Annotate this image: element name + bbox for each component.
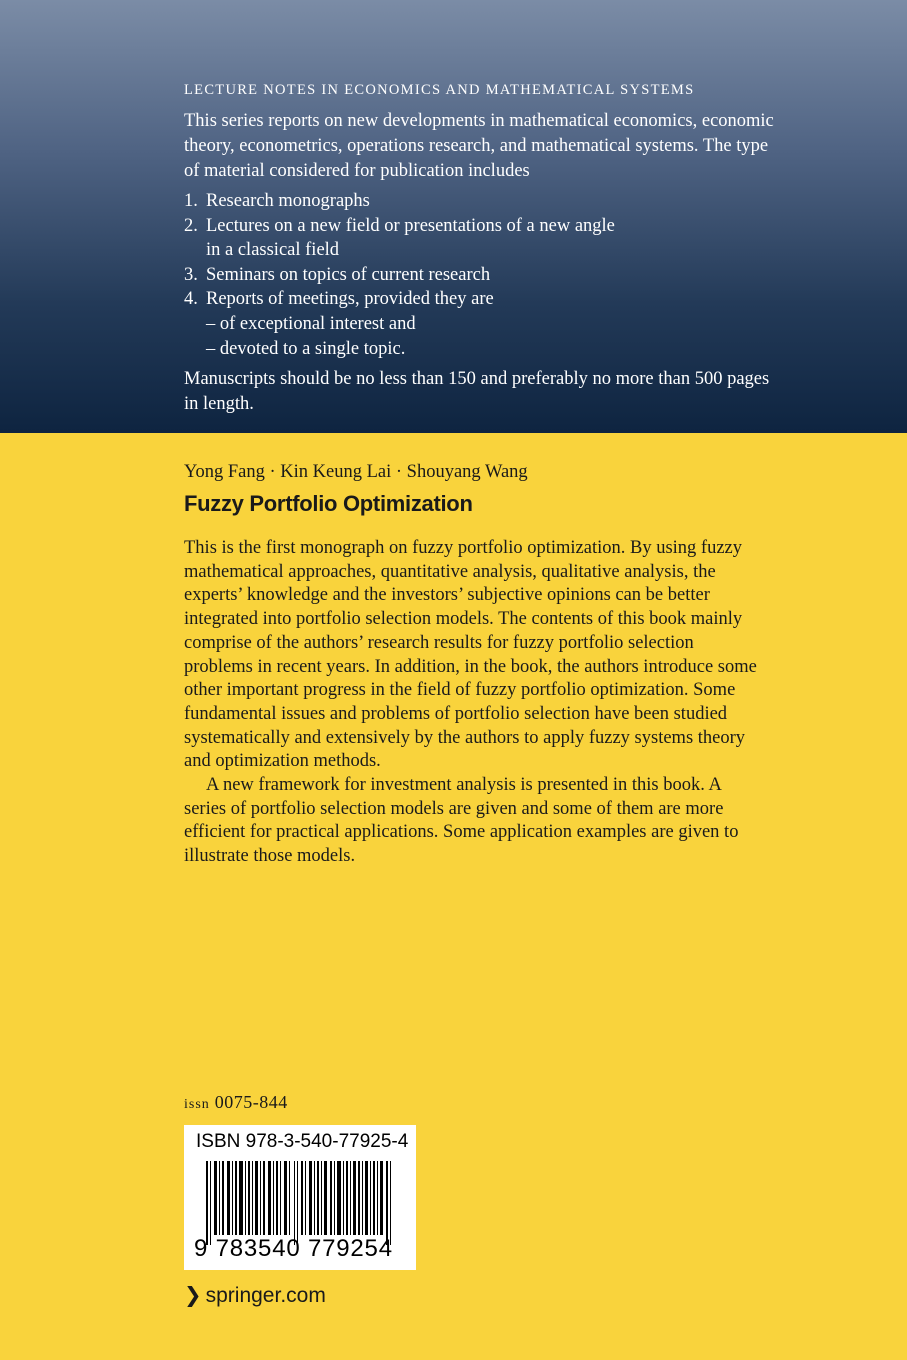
issn-number: 0075-844 — [214, 1092, 288, 1112]
book-abstract — [184, 537, 764, 869]
manuscript-note: Manuscripts should be no less than 150 and preferably no more than 500 pages in length. — [184, 369, 770, 414]
barcode — [184, 1125, 416, 1270]
issn-label: issn — [184, 1097, 210, 1112]
book-title: Fuzzy Portfolio Optimization — [184, 491, 473, 516]
issn — [184, 1092, 288, 1113]
barcode-digits: 9 783540 779254 — [194, 1235, 393, 1262]
publisher-url[interactable]: springer.com — [205, 1284, 326, 1307]
abstract-paragraph-1: This is the first monograph on fuzzy portfolio optimization. By using fuzzy mathematical approaches, quantitative analysis, qualitative analysis, the experts’ knowledge and the investors’ subjective opinions can be better integrated into portfolio selection models. The contents of this book mainly comprise of the authors’ research results for fuzzy portfolio selection problems in recent years. In addition, in the book, the authors introduce some other important progress in the field of fuzzy portfolio optimization. Some fundamental issues and problems of portfolio selection have been studied systematically and extensively by the authors to apply fuzzy systems theory and optimization methods. — [184, 538, 757, 772]
chevron-right-icon: ❯ — [184, 1284, 202, 1307]
abstract-paragraph-2: A new framework for investment analysis is presented in this book. A series of portfolio selection models are given and some of them are more efficient for practical applications. Some application examples are given to illustrate those models. — [184, 775, 739, 867]
series-name: LECTURE NOTES IN ECONOMICS AND MATHEMATICAL SYSTEMS — [184, 82, 695, 98]
book-panel — [0, 433, 907, 1360]
list-item: 2. Lectures on a new field or presentations of a new angle in a classical field — [184, 215, 615, 261]
material-list — [184, 189, 784, 361]
series-panel — [0, 0, 907, 433]
list-item: 3. Seminars on topics of current research — [184, 264, 491, 285]
list-item: 4. Reports of meetings, provided they are – of exceptional interest and – devoted to a single topic. — [184, 289, 494, 359]
book-authors: Yong Fang · Kin Keung Lai · Shouyang Wang — [184, 462, 528, 482]
series-description: This series reports on new developments in mathematical economics, economic theory, econometrics, operations research, and mathematical systems. The type of material considered for publication includes — [184, 111, 774, 181]
isbn-text: ISBN 978-3-540-77925-4 — [196, 1131, 409, 1152]
publisher-link[interactable] — [184, 1283, 326, 1308]
list-item: 1. Research monographs — [184, 191, 370, 211]
